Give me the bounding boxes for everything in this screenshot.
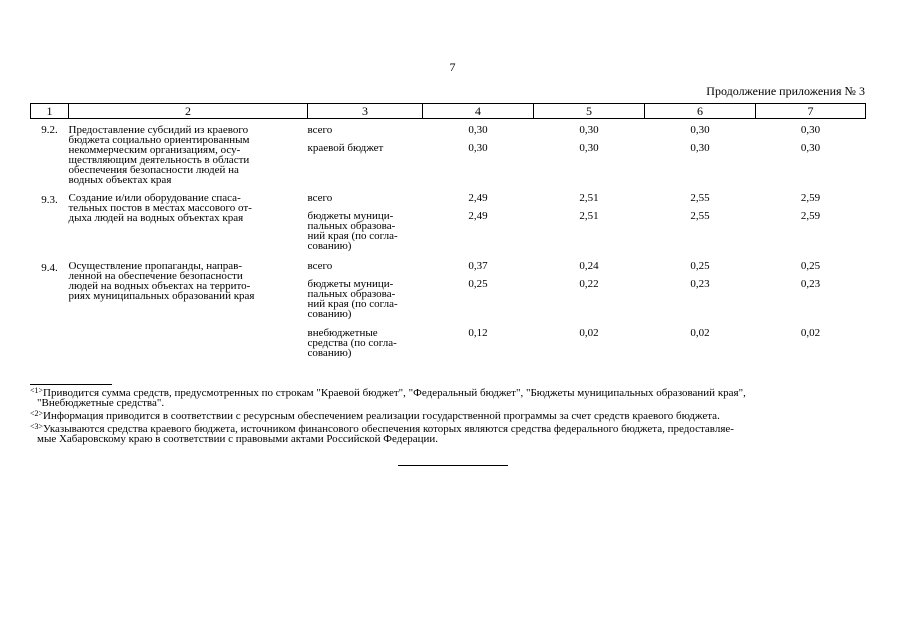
- value-cell: 0,30: [579, 142, 599, 154]
- table-row: [31, 261, 866, 275]
- value-cell: 0,24: [579, 260, 599, 272]
- column-header: 2: [69, 104, 308, 119]
- footnote-separator: [30, 384, 112, 385]
- value-cell: 0,30: [800, 124, 821, 136]
- row-number: 9.3.: [41, 194, 58, 206]
- row-number: 9.2.: [41, 124, 58, 136]
- value-cell: 0,12: [468, 327, 488, 339]
- value-cell: 0,02: [690, 327, 710, 339]
- row-description: Осуществление пропаганды, направ- ленной на обеспечение безопасности людей на водных объектах на террито- риях муниципальных образований края: [68, 260, 255, 302]
- value-cell: 2,55: [690, 210, 710, 222]
- value-cell: 0,30: [690, 124, 710, 136]
- value-cell: 0,23: [800, 278, 821, 290]
- value-cell: 0,30: [579, 124, 599, 136]
- table-header-row: [31, 104, 866, 119]
- footnote-3: $^{<3>}$Указываются средства краевого бюджета, источником финансового обеспечения которых являются средства федерального бюджета, предоставляе- мые Хабаровскому краю в соответствии с правовыми актами Российской Федерации.: [30, 422, 734, 445]
- value-cell: 2,59: [800, 192, 821, 204]
- funding-source: краевой бюджет: [307, 142, 384, 154]
- value-cell: 2,51: [579, 210, 599, 222]
- value-cell: 0,30: [800, 142, 821, 154]
- funding-source: всего: [307, 124, 333, 136]
- footnote-mark: <3>: [30, 422, 44, 431]
- value-cell: 0,23: [690, 278, 710, 290]
- appendix-continuation-label: Продолжение приложения № 3: [706, 84, 865, 98]
- column-header: 4: [423, 104, 534, 119]
- value-cell: 0,02: [800, 327, 821, 339]
- value-cell: 0,25: [468, 278, 488, 290]
- value-cell: 0,37: [468, 260, 488, 272]
- footnote-mark: <2>: [30, 409, 44, 418]
- budget-table: [30, 103, 866, 358]
- value-cell: 0,25: [800, 260, 821, 272]
- footnote-2: $^{<2>}$Информация приводится в соответствии с ресурсным обеспечением реализации государственной программы за счет средств краевого бюджета.: [30, 409, 720, 422]
- value-cell: 0,30: [690, 142, 710, 154]
- row-description: Предоставление субсидий из краевого бюджета социально ориентированным некоммерческим организациям, осу- ществляющим деятельность в области обеспечения безопасности людей на водных объектах края: [68, 124, 250, 186]
- column-header: 3: [308, 104, 423, 119]
- value-cell: 2,49: [468, 210, 488, 222]
- value-cell: 0,22: [579, 278, 599, 290]
- footnote-mark: <1>: [30, 386, 44, 395]
- value-cell: 2,55: [690, 192, 710, 204]
- funding-source: всего: [307, 260, 333, 272]
- column-header: 7: [756, 104, 866, 119]
- column-header: 1: [31, 104, 69, 119]
- value-cell: 0,30: [468, 124, 488, 136]
- row-number: 9.4.: [41, 262, 58, 274]
- table-row: [31, 193, 866, 207]
- value-cell: 2,59: [800, 210, 821, 222]
- footnote-1: $^{<1>}$Приводится сумма средств, предусмотренных по строкам "Краевой бюджет", "Федеральный бюджет", "Бюджеты муниципальных образований края", "Внебюджетные средства".: [30, 386, 746, 409]
- funding-source: внебюджетные средства (по согла- сованию): [307, 327, 397, 359]
- end-separator: [398, 465, 508, 466]
- page-number: 7: [449, 60, 456, 74]
- row-description: Создание и/или оборудование спаса- тельных постов в местах массового от- дыха людей на водных объектах края: [68, 192, 252, 224]
- funding-source: бюджеты муници- пальных образова- ний края (по согла- сованию): [307, 210, 398, 252]
- table-row: [31, 119, 866, 140]
- funding-source: бюджеты муници- пальных образова- ний края (по согла- сованию): [307, 278, 398, 320]
- value-cell: 0,25: [690, 260, 710, 272]
- value-cell: 2,49: [468, 192, 488, 204]
- column-header: 5: [534, 104, 645, 119]
- value-cell: 2,51: [579, 192, 599, 204]
- column-header: 6: [645, 104, 756, 119]
- footnotes: [30, 384, 885, 447]
- funding-source: всего: [307, 192, 333, 204]
- value-cell: 0,02: [579, 327, 599, 339]
- value-cell: 0,30: [468, 142, 488, 154]
